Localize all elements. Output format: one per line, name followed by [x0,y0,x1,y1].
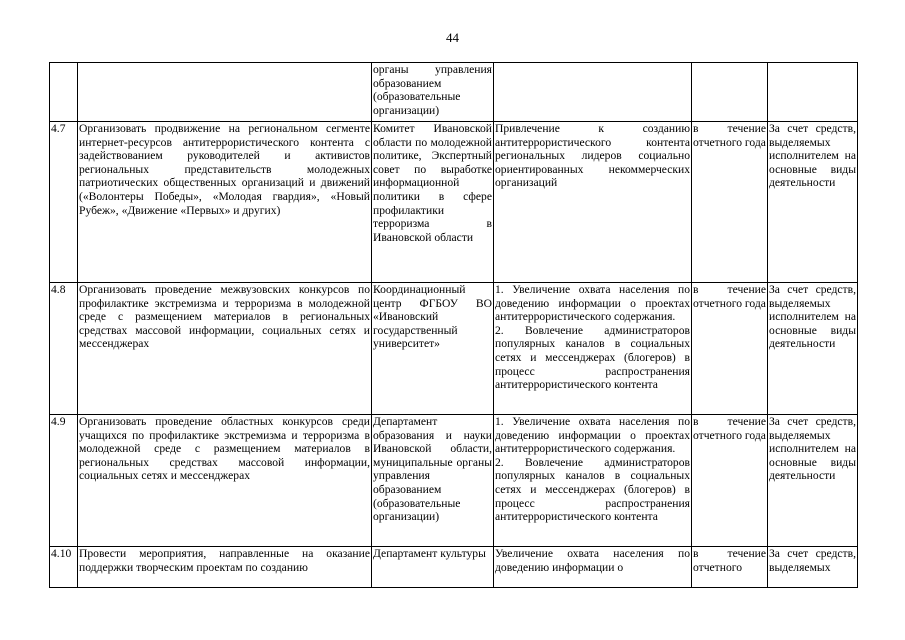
table-row [50,63,858,122]
result-cell: 1. Увеличение охвата населения по доведению информации о проектах антитеррористического содержания. 2. Вовлечение администраторов популярных каналов в социальных сетях и мессенджерах (блогеров) в процесс распространения антитеррористического контента [494,283,692,415]
measures-table [49,62,858,588]
period-cell: в течение отчетного [692,547,768,588]
funding-cell: За счет средств, выделяемых [768,547,858,588]
table-row [50,122,858,283]
funding-cell: За счет средств, выделяемых исполнителем на основные виды деятельности [768,283,858,415]
measure-cell: Организовать проведение областных конкурсов среди учащихся по профилактике экстремизма и терроризма в молодежной среде с размещением материалов в региональных средствах массовой информации, социальных сетях и мессенджерах [78,415,372,547]
result-cell: 1. Увеличение охвата населения по доведению информации о проектах антитеррористического содержания. 2. Вовлечение администраторов популярных каналов в социальных сетях и мессенджерах (блогеров) в процесс распространения антитеррористического контента [494,415,692,547]
funding-cell: За счет средств, выделяемых исполнителем на основные виды деятельности [768,415,858,547]
measure-cell: Организовать проведение межвузовских конкурсов по профилактике экстремизма и терроризма в молодежной среде с размещением материалов в региональных средствах массовой информации, социальных сетях и мессенджерах [78,283,372,415]
table-row [50,547,858,588]
row-number: 4.10 [50,547,78,588]
funding-cell [768,63,858,122]
executor-cell: Департамент образования и науки Ивановской области, муниципальные органы управления образованием (образовательные организации) [372,415,494,547]
measure-cell [78,63,372,122]
funding-cell: За счет средств, выделяемых исполнителем на основные виды деятельности [768,122,858,283]
measure-cell: Организовать продвижение на региональном сегменте интернет-ресурсов антитеррористического контента с задействованием руководителей и активистов региональных представительств молодежных патриотических общественных организаций и движений («Волонтеры Победы», «Молодая гвардия», «Новый Рубеж», «Движение «Первых» и других) [78,122,372,283]
period-cell: в течение отчетного года [692,122,768,283]
executor-cell: Комитет Ивановской области по молодежной политике, Экспертный совет по выработке информационной политики в сфере профилактики терроризма в Ивановской области [372,122,494,283]
result-cell: Увеличение охвата населения по доведению информации о [494,547,692,588]
table-row [50,415,858,547]
executor-cell: Департамент культуры [372,547,494,588]
measure-cell: Провести мероприятия, направленные на оказание поддержки творческим проектам по созданию [78,547,372,588]
row-number [50,63,78,122]
row-number: 4.8 [50,283,78,415]
row-number: 4.7 [50,122,78,283]
result-cell: Привлечение к созданию антитеррористического контента региональных лидеров социально ориентированных некоммерческих организаций [494,122,692,283]
period-cell [692,63,768,122]
executor-cell: органы управления образованием (образовательные организации) [372,63,494,122]
row-number: 4.9 [50,415,78,547]
period-cell: в течение отчетного года [692,283,768,415]
period-cell: в течение отчетного года [692,415,768,547]
page-number: 44 [446,30,459,45]
result-cell [494,63,692,122]
executor-cell: Координационный центр ФГБОУ ВО «Ивановский государственный университет» [372,283,494,415]
table-row [50,283,858,415]
